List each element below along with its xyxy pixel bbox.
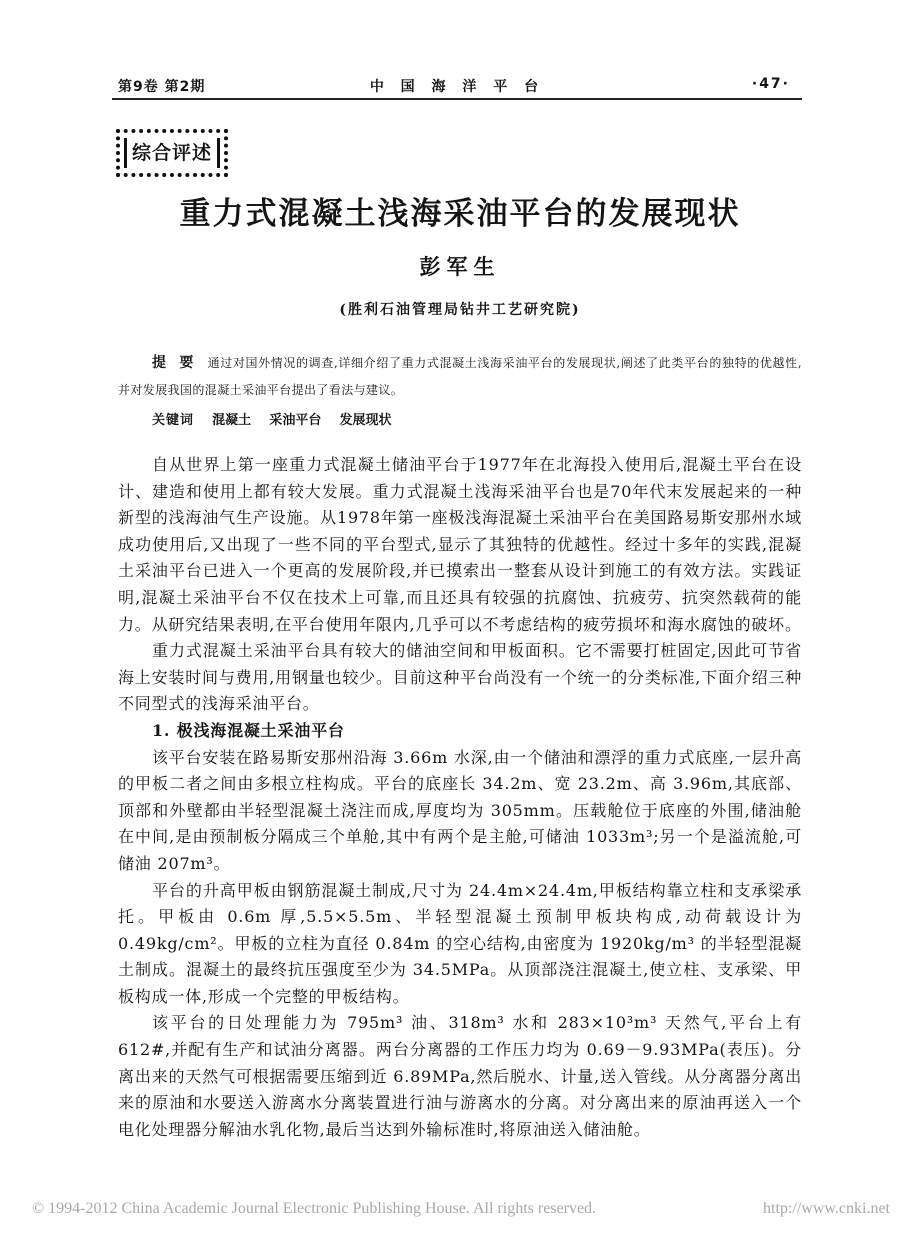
journal-name: 中 国 海 洋 平 台 (369, 79, 545, 95)
section-heading: 1. 极浅海混凝土采油平台 (152, 720, 345, 740)
section-label-box (116, 129, 228, 177)
keywords (152, 408, 391, 434)
body-paragraph: 平台的升高甲板由钢筋混凝土制成,尺寸为 24.4m×24.4m,甲板结构靠立柱和支承梁承托。甲板由 0.6m 厚,5.5×5.5m、半轻型混凝土预制甲板块构成,动荷载设计为 0.49kg/cm²。甲板的立柱为直径 0.84m 的空心结构,由密度为 1920kg/m³ 的半轻型混凝土制成。混凝土的最终抗压强度至少为 34.5MPa。从顶部浇注混凝土,使立柱、支承梁、甲板构成一体,形成一个完整的甲板结构。 (118, 880, 802, 1006)
body-paragraph: 自从世界上第一座重力式混凝土储油平台于1977年在北海投入使用后,混凝土平台在设计、建造和使用上都有较大发展。重力式混凝土浅海采油平台也是70年代末发展起来的一种新型的浅海油气生产设施。从1978年第一座极浅海混凝土采油平台在美国路易斯安那州水域成功使用后,又出现了一些不同的平台型式,显示了其独特的优越性。经过十多年的实践,混凝土采油平台已进入一个更高的发展阶段,并已摸索出一整套从设计到施工的有效方法。实践证明,混凝土采油平台不仅在技术上可靠,而且还具有较强的抗腐蚀、抗疲劳、抗突然载荷的能力。从研究结果表明,在平台使用年限内,几乎可以不考虑结构的疲劳损坏和海水腐蚀的破坏。 (118, 455, 802, 634)
page-number: ·47· (751, 76, 790, 92)
abstract-text: 通过对国外情况的调查,详细介绍了重力式混凝土浅海采油平台的发展现状,阐述了此类平台的独特的优越性,并对发展我国的混凝土采油平台提出了看法与建议。 (118, 356, 802, 397)
keyword: 发展现状 (339, 413, 392, 428)
abstract (118, 350, 802, 404)
publisher-url: http://www.cnki.net (763, 1200, 890, 1217)
author-affiliation: (胜利石油管理局钻井工艺研究院) (339, 302, 581, 318)
copyright-text: © 1994-2012 China Academic Journal Electronic Publishing House. All rights reserved. (32, 1200, 597, 1217)
section-label: 综合评述 (124, 138, 220, 168)
body-paragraph: 该平台的日处理能力为 795m³ 油、318m³ 水和 283×10³m³ 天然气,平台上有 612#,并配有生产和试油分离器。两台分离器的工作压力均为 0.69－9.93MPa(表压)。分离出来的天然气可根据需要压缩到近 6.89MPa,然后脱水、计量,送入管线。从分离器分离出来的原油和水要送入游离水分离装置进行油与游离水的分离。对分离出来的原油再送入一个电化处理器分解油水乳化物,最后当达到外输标准时,将原油送入储油舱。 (118, 1013, 802, 1139)
article-title: 重力式混凝土浅海采油平台的发展现状 (179, 196, 741, 232)
body-paragraph: 该平台安装在路易斯安那州沿海 3.66m 水深,由一个储油和漂浮的重力式底座,一层升高的甲板二者之间由多根立柱构成。平台的底座长 34.2m、宽 23.2m、高 3.96m,其底部、顶部和外壁都由半轻型混凝土浇注而成,厚度均为 305mm。压载舱位于底座的外围,储油舱在中间,是由预制板分隔成三个单舱,其中有两个是主舱,可储油 1033m³;另一个是溢流舱,可储油 207m³。 (118, 747, 802, 873)
body-paragraph: 重力式混凝土采油平台具有较大的储油空间和甲板面积。它不需要打桩固定,因此可节省海上安装时间与费用,用钢量也较少。目前这种平台尚没有一个统一的分类标准,下面介绍三种不同型式的浅海采油平台。 (118, 641, 802, 714)
abstract-label: 提 要 (152, 355, 198, 371)
volume-issue: 第9卷 第2期 (118, 79, 206, 95)
keywords-label: 关键词 (152, 413, 195, 428)
article-author: 彭军生 (419, 255, 501, 279)
article-body (118, 452, 802, 1143)
running-header (112, 76, 802, 100)
copyright-footer (32, 1200, 890, 1218)
keyword: 混凝土 (212, 413, 252, 428)
keyword: 采油平台 (269, 413, 322, 428)
